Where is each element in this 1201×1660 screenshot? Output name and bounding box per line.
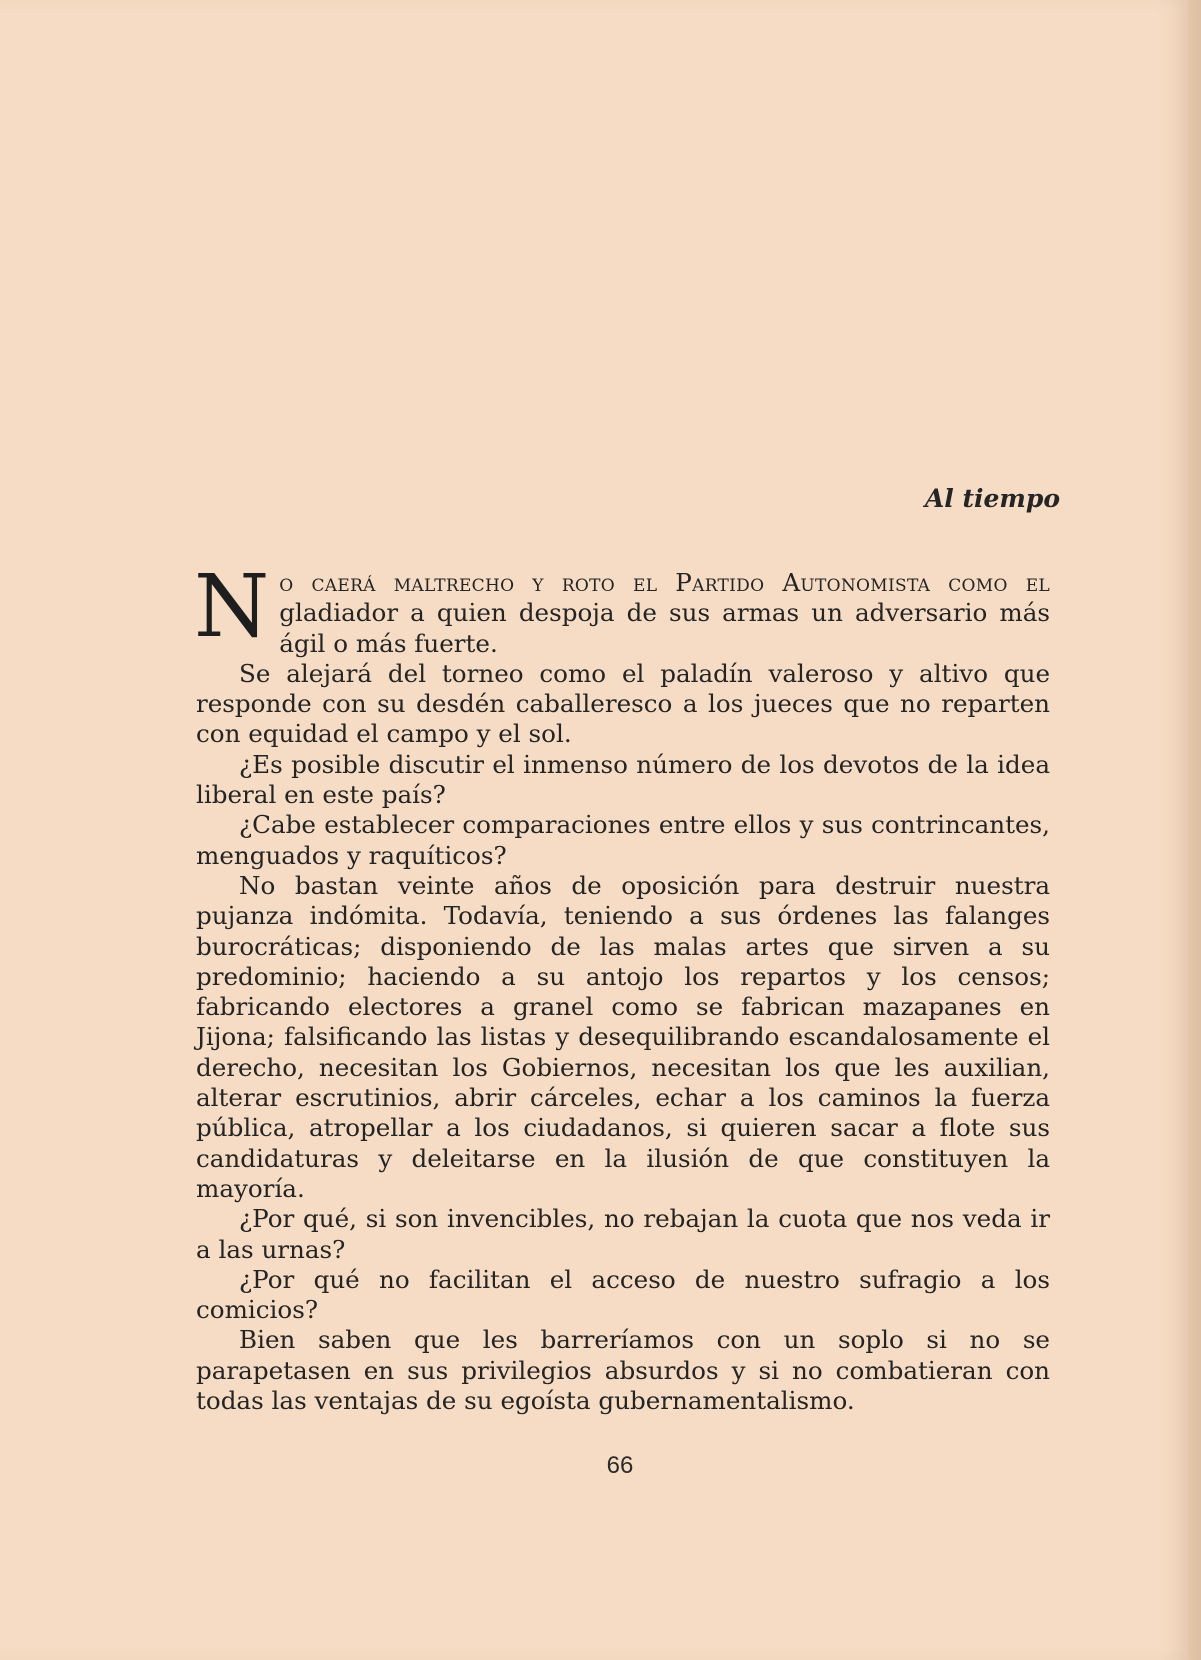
paragraph-1-rest: gladiador a quien despoja de sus armas un adversario más ágil o más fuerte. bbox=[279, 598, 1050, 658]
paragraph-3: ¿Es posible discutir el inmenso número de los devotos de la idea liberal en este país? bbox=[196, 749, 1050, 810]
paragraph-5: No bastan veinte años de oposición para destruir nuestra pujanza indómita. Todavía, teniendo a sus órdenes las falanges burocráticas; disponiendo de las malas artes que sirven a su predominio; haciendo a su antojo los repartos y los censos; fabricando electores a granel como se fabrican mazapanes en Jijona; falsificando las listas y desequilibrando escandalosamente el derecho, necesitan los Gobiernos, necesitan los que les auxilian, alterar escrutinios, abrir cárceles, echar a los caminos la fuerza pública, atropellar a los ciudadanos, si quieren sacar a flote sus candidaturas y deleitarse en la ilusión de que constituyen la mayoría. bbox=[196, 870, 1050, 1203]
body-text bbox=[194, 557, 1050, 1416]
page-number: 66 bbox=[606, 1452, 634, 1479]
chapter-title: Al tiempo bbox=[924, 484, 1060, 513]
paragraph-1 bbox=[194, 557, 1050, 659]
paragraph-7: ¿Por qué no facilitan el acceso de nuestro sufragio a los comicios? bbox=[196, 1264, 1050, 1325]
drop-cap: N bbox=[194, 557, 270, 657]
paragraph-8: Bien saben que les barreríamos con un soplo si no se parapetasen en sus privilegios absurdos y si no combatieran con todas las ventajas de su egoísta gubernamentalismo. bbox=[196, 1325, 1050, 1416]
paragraph-6: ¿Por qué, si son invencibles, no rebajan la cuota que nos veda ir a las urnas? bbox=[196, 1204, 1050, 1264]
paragraph-4: ¿Cabe establecer comparaciones entre ellos y sus contrincantes, menguados y raquíticos? bbox=[196, 810, 1050, 870]
page-edge bbox=[1188, 0, 1201, 1660]
paragraph-2: Se alejará del torneo como el paladín valeroso y altivo que responde con su desdén caballeresco a los jueces que no reparten con equidad el campo y el sol. bbox=[196, 658, 1050, 749]
lead-in-smallcaps: o caerá maltrecho y roto el Partido Autonomista como el bbox=[279, 568, 1050, 597]
